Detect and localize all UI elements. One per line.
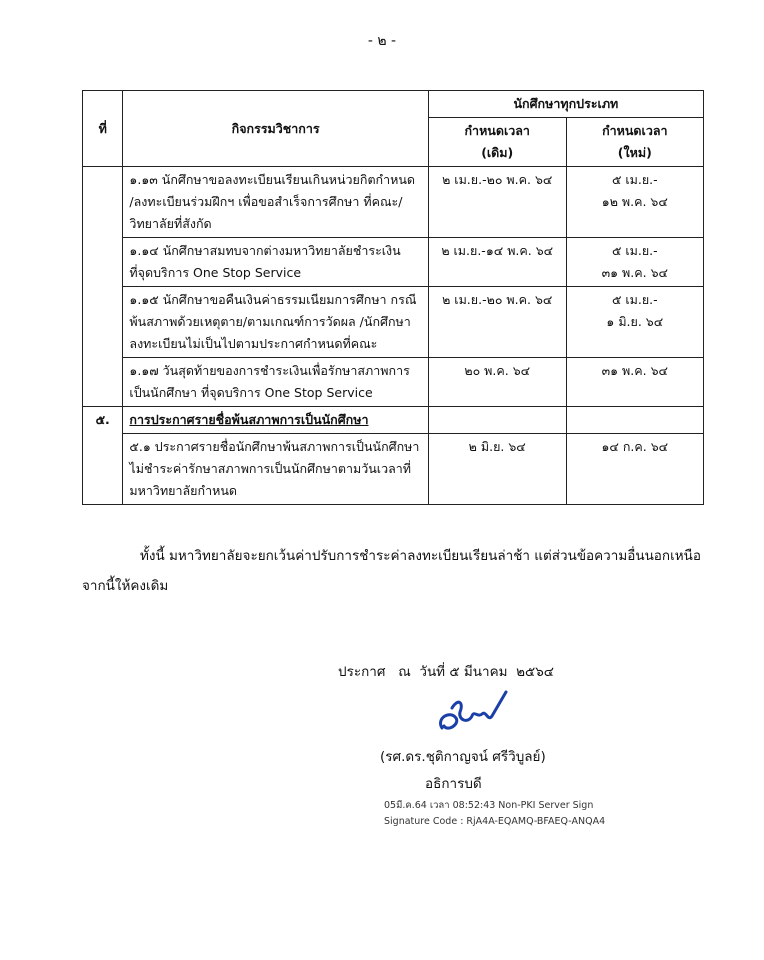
schedule-table xyxy=(82,90,704,505)
table-row xyxy=(83,434,704,505)
activity-cell xyxy=(123,434,428,505)
new-date-cell xyxy=(566,238,703,287)
activity-line: ๕.๑ ประกาศรายชื่อนักศึกษาพ้นสภาพการเป็นนักศึกษา xyxy=(129,439,420,454)
signer-title: อธิการบดี xyxy=(425,776,482,792)
new-date-line: ๕ เม.ย.- xyxy=(611,172,658,187)
header-student-group: นักศึกษาทุกประเภท xyxy=(428,91,703,118)
original-date-cell: ๒ มิ.ย. ๖๔ xyxy=(428,434,566,505)
new-date-line: ๓๑ พ.ค. ๖๔ xyxy=(601,265,668,280)
header-original-line1: กำหนดเวลา xyxy=(464,123,530,138)
activity-cell xyxy=(123,358,428,407)
activity-line: เป็นนักศึกษา ที่จุดบริการ One Stop Service xyxy=(129,385,373,400)
header-original-deadline xyxy=(428,118,566,167)
activity-cell xyxy=(123,167,428,238)
table-row xyxy=(83,167,704,238)
section-title-cell xyxy=(123,407,428,434)
header-new-line1: กำหนดเวลา xyxy=(602,123,668,138)
closing-paragraph: ทั้งนี้ มหาวิทยาลัยจะยกเว้นค่าปรับการชำระค่าลงทะเบียนเรียนล่าช้า แต่ส่วนข้อความอื่นนอกเหนือจากนี้ให้คงเดิม xyxy=(82,548,701,594)
activity-cell xyxy=(123,238,428,287)
table-row xyxy=(83,238,704,287)
new-date-line: ๑๒ พ.ค. ๖๔ xyxy=(601,194,668,209)
header-original-line2: (เดิม) xyxy=(481,145,514,160)
page-number: - ๒ - xyxy=(367,33,397,49)
activity-line: ๑.๑๕ นักศึกษาขอคืนเงินค่าธรรมเนียมการศึกษา กรณี xyxy=(129,292,417,307)
activity-line: ๑.๑๗ วันสุดท้ายของการชำระเงินเพื่อรักษาสภาพการ xyxy=(129,363,410,378)
new-date-line: ๕ เม.ย.- xyxy=(611,292,658,307)
activity-line: ไม่ชำระค่ารักษาสภาพการเป็นนักศึกษาตามวันเวลาที่ xyxy=(129,461,412,476)
new-date-cell: ๑๔ ก.ค. ๖๔ xyxy=(566,434,703,505)
signer-name: (รศ.ดร.ชุติกาญจน์ ศรีวิบูลย์) xyxy=(380,749,546,765)
new-date-line: ๓๑ พ.ค. ๖๔ xyxy=(601,363,668,378)
table-header-row xyxy=(83,91,704,118)
signature-code: Signature Code : RjA4A-EQAMQ-BFAEQ-ANQA4 xyxy=(384,816,606,827)
original-date-cell: ๒ เม.ย.-๒๐ พ.ค. ๖๔ xyxy=(428,287,566,358)
activity-line: ๑.๑๓ นักศึกษาขอลงทะเบียนเรียนเกินหน่วยกิตกำหนด xyxy=(129,172,416,187)
empty-cell xyxy=(428,407,566,434)
table-row xyxy=(83,358,704,407)
section-number: ๕. xyxy=(83,407,123,434)
announcement-date: ประกาศ ณ วันที่ ๕ มีนาคม ๒๕๖๔ xyxy=(338,664,555,680)
row-no-cell xyxy=(83,358,123,407)
row-no-cell xyxy=(83,238,123,287)
row-no-cell xyxy=(83,167,123,238)
row-no-cell xyxy=(83,287,123,358)
header-no: ที่ xyxy=(83,91,123,167)
header-new-deadline xyxy=(566,118,703,167)
new-date-cell xyxy=(566,287,703,358)
handwritten-signature xyxy=(428,688,518,738)
header-activity: กิจกรรมวิชาการ xyxy=(123,91,428,167)
row-no-cell xyxy=(83,434,123,505)
section-header-row xyxy=(83,407,704,434)
new-date-cell xyxy=(566,358,703,407)
activity-line: /ลงทะเบียนร่วมฝึกฯ เพื่อขอสำเร็จการศึกษา ที่คณะ/ xyxy=(129,194,403,209)
activity-line: ๑.๑๔ นักศึกษาสมทบจากต่างมหาวิทยาลัยชำระเงิน xyxy=(129,243,401,258)
table-row xyxy=(83,287,704,358)
activity-line: ลงทะเบียนไม่เป็นไปตามประกาศกำหนดที่คณะ xyxy=(129,336,378,351)
activity-line: พ้นสภาพด้วยเหตุตาย/ตามเกณฑ์การวัดผล /นักศึกษา xyxy=(129,314,411,329)
original-date-cell: ๒ เม.ย.-๒๐ พ.ค. ๖๔ xyxy=(428,167,566,238)
new-date-cell xyxy=(566,167,703,238)
new-date-line: ๕ เม.ย.- xyxy=(611,243,658,258)
activity-line: วิทยาลัยที่สังกัด xyxy=(129,216,212,231)
original-date-cell: ๒๐ พ.ค. ๖๔ xyxy=(428,358,566,407)
section-title: การประกาศรายชื่อพ้นสภาพการเป็นนักศึกษา xyxy=(129,412,369,427)
activity-cell xyxy=(123,287,428,358)
empty-cell xyxy=(566,407,703,434)
new-date-line: ๑ มิ.ย. ๖๔ xyxy=(606,314,664,329)
original-date-cell: ๒ เม.ย.-๑๔ พ.ค. ๖๔ xyxy=(428,238,566,287)
sign-timestamp: 05มี.ค.64 เวลา 08:52:43 Non-PKI Server Sign xyxy=(384,800,594,811)
header-new-line2: (ใหม่) xyxy=(617,145,652,160)
activity-line: ที่จุดบริการ One Stop Service xyxy=(129,265,302,280)
activity-line: มหาวิทยาลัยกำหนด xyxy=(129,483,237,498)
